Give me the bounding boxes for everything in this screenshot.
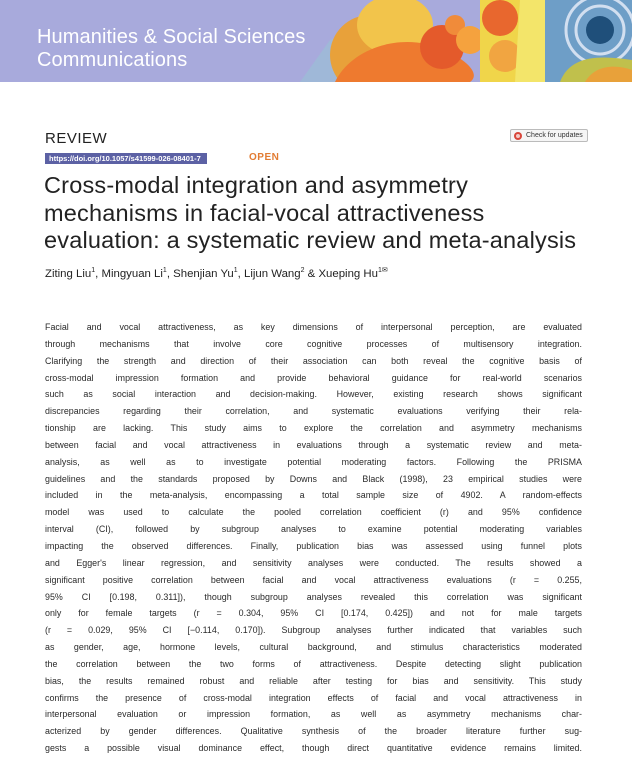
abstract-line: (r = 0.029, 95% CI [−0.114, 0.170]). Subgroup analyses further indicated that variables such <box>45 625 582 636</box>
check-for-updates-label: Check for updates <box>526 132 583 139</box>
abstract-line: only for female targets (r = 0.304, 95% CI [0.174, 0.425]) and not for male targets <box>45 608 582 619</box>
abstract-line: Clarifying the strength and direction of their association can both reveal the cognitive basis of <box>45 355 582 366</box>
abstract-line: acterized by gender differences. Qualitative synthesis of the broader literature further sug- <box>45 726 582 737</box>
abstract-line: gests a possible visual dominance effect, though direct quantitative evidence remains limited. <box>45 743 582 754</box>
author-name[interactable]: Ziting Liu <box>45 268 92 280</box>
abstract-line: bias, the results remained robust and reliable after testing for bias and sensitivity. This study <box>45 675 582 686</box>
abstract-line: interval (CI), followed by subgroup analyses to examine potential moderating variables <box>45 524 582 535</box>
abstract-line: confirms the presence of cross-modal integration effects of facial and vocal attractiveness in <box>45 692 582 703</box>
abstract-line: guidelines and the standards proposed by Downs and Black (1998), 23 empirical studies were <box>45 473 582 484</box>
abstract-line: impacting the observed differences. Finally, publication bias was assessed using funnel plots <box>45 540 582 551</box>
article-type: REVIEW <box>45 130 108 147</box>
abstract-line: significant positive correlation between facial and vocal attractiveness evaluations (r = 0.255, <box>45 574 582 585</box>
abstract-line: included in the meta-analysis, encompassing a total sample size of 4902. A random-effects <box>45 490 582 501</box>
abstract <box>45 319 585 757</box>
author-name[interactable]: Mingyuan Li <box>101 268 163 280</box>
journal-banner <box>0 0 632 82</box>
author-affiliation: 1 <box>162 267 167 274</box>
open-access-badge: OPEN <box>249 152 280 163</box>
author-affiliation: 1 <box>233 267 238 274</box>
abstract-line: as gender, age, hormone levels, cultural background, and stimulus characteristics moderated <box>45 642 582 653</box>
title-line: Cross-modal integration and asymmetry <box>44 172 469 198</box>
abstract-line: interpersonal evaluation or impression formation, as well as asymmetry mechanisms char- <box>45 709 582 720</box>
doi-link[interactable]: https://doi.org/10.1057/s41599-026-08401-7 <box>45 153 207 164</box>
abstract-line: such as social interaction and decision-making. However, existing research shows significant <box>45 389 582 400</box>
journal-name-line1: Humanities & Social Sciences <box>37 26 306 48</box>
abstract-line: through mechanisms that involve core cognitive processes of multisensory integration. <box>45 338 582 349</box>
title-line: mechanisms in facial-vocal attractiveness <box>44 199 485 226</box>
author-affiliation: 1✉ <box>377 267 388 274</box>
abstract-line: and Egger's linear regression, and sensitivity analyses were conducted. The results showed a <box>45 557 582 568</box>
title-line: evaluation: a systematic review and meta-analysis <box>44 227 577 253</box>
abstract-line: between facial and vocal attractiveness in evaluations through a systematic review and meta- <box>45 439 582 450</box>
abstract-line: 95% CI [0.198, 0.311]), though subgroup analyses revealed this correlation was significant <box>45 591 582 602</box>
author-affiliation: 1 <box>91 267 96 274</box>
journal-name-line2: Communications <box>37 49 188 71</box>
author-name[interactable]: Xueping Hu <box>318 268 378 280</box>
abstract-line: the correlation between the two forms of attractiveness. Despite detecting slight publication <box>45 658 582 669</box>
author-affiliation: 2 <box>300 267 305 274</box>
article-title <box>44 172 604 255</box>
author-list: Ziting Liu$^1$, Mingyuan Li$^1$, Shenjian Yu$^1$, Lijun Wang$^2$ & Xueping $Hu^{1✉}$ <box>45 267 388 280</box>
check-for-updates-button[interactable] <box>510 129 588 142</box>
abstract-line: tionship are lacking. This study aims to explore the correlation and asymmetry mechanisms <box>45 423 582 434</box>
journal-name[interactable] <box>37 26 305 72</box>
abstract-line: model was used to calculate the pooled correlation coefficient (r) and 95% confidence <box>45 507 582 518</box>
crossmark-icon <box>514 132 522 140</box>
abstract-line: Facial and vocal attractiveness, as key dimensions of interpersonal perception, are evaluated <box>45 322 582 332</box>
author-name[interactable]: Lijun Wang <box>244 268 301 280</box>
abstract-line: cross-modal impression formation and provide behavioral guidance for real-world scenarios <box>45 372 582 383</box>
author-name[interactable]: Shenjian Yu <box>173 268 234 280</box>
abstract-line: analysis, as well as to investigate potential moderating factors. Following the PRISMA <box>45 456 582 467</box>
abstract-line: discrepancies regarding their correlation, and systematic evaluations verifying their rela- <box>45 406 582 417</box>
